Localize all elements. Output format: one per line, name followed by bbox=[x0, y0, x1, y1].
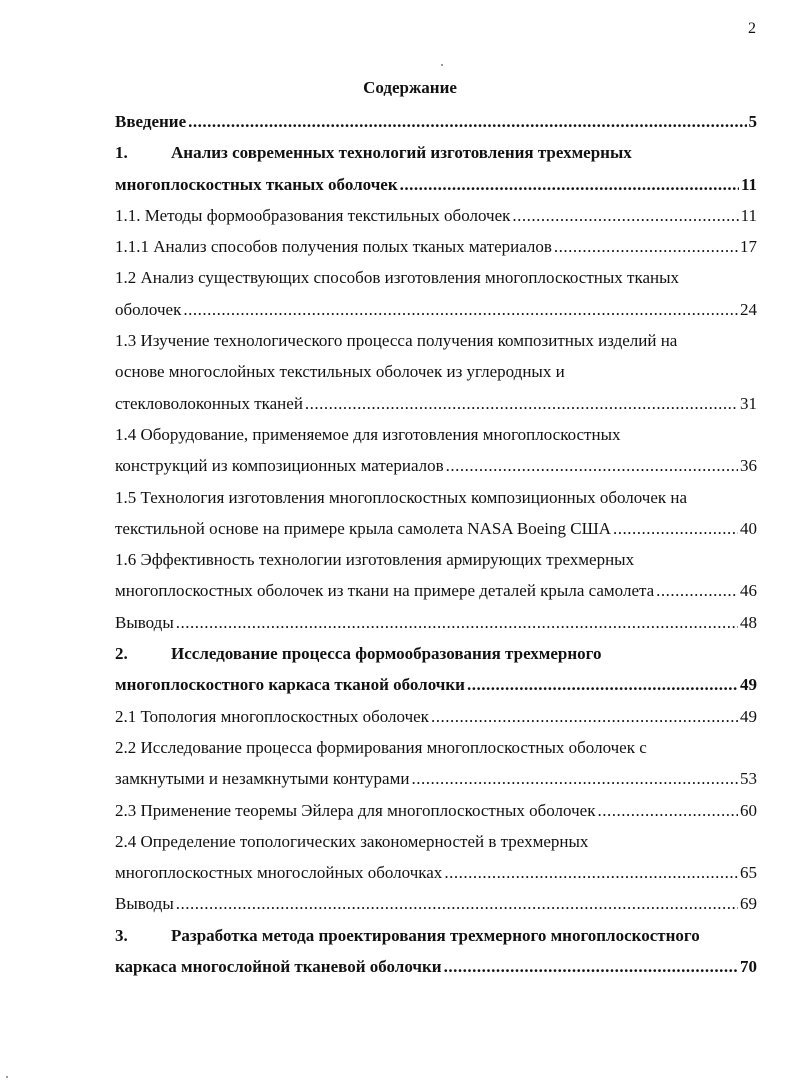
toc-entry-text: Анализ современных технологий изготовления трехмерных bbox=[171, 143, 632, 163]
toc-entry-conclusions-2 bbox=[115, 888, 757, 919]
toc-entry-1-4 bbox=[115, 419, 757, 450]
toc-entry-1-2 bbox=[115, 262, 757, 293]
dot-leader bbox=[411, 763, 738, 794]
toc-entry-1-5-cont bbox=[115, 513, 757, 544]
toc-entry-page: 60 bbox=[740, 800, 757, 820]
toc-entry-text: замкнутыми и незамкнутыми контурами bbox=[115, 769, 410, 789]
toc-entry-text: Разработка метода проектирования трехмерного многоплоскостного bbox=[171, 925, 700, 945]
dot-leader bbox=[176, 888, 738, 919]
toc-entry-text: основе многослойных текстильных оболочек из углеродных и bbox=[115, 362, 565, 382]
toc-entry-1-5 bbox=[115, 482, 757, 513]
toc-entry-text: многоплоскостных тканых оболочек bbox=[115, 174, 398, 194]
toc-entry-page: 69 bbox=[740, 894, 757, 914]
toc-chapter-1-heading-cont bbox=[115, 169, 757, 200]
toc-entry-page: 70 bbox=[740, 957, 757, 977]
toc-entry-text: 2.3 Применение теоремы Эйлера для многоплоскостных оболочек bbox=[115, 800, 596, 820]
toc-entry-text: 2.1 Топология многоплоскостных оболочек bbox=[115, 706, 429, 726]
dot-leader bbox=[554, 231, 738, 262]
toc-entry-text: Исследование процесса формообразования трехмерного bbox=[171, 644, 602, 664]
toc-entry-page: 5 bbox=[748, 112, 757, 131]
toc-entry-page: 11 bbox=[740, 174, 757, 194]
toc-chapter-3-heading bbox=[115, 920, 757, 951]
chapter-number: 1. bbox=[115, 143, 128, 163]
dot-leader bbox=[183, 294, 738, 325]
page-number: 2 bbox=[748, 20, 756, 37]
dot-leader bbox=[444, 951, 738, 982]
toc-entry-text: 1.3 Изучение технологического процесса получения композитных изделий на bbox=[115, 331, 678, 351]
toc-entry-text: 2.4 Определение топологических закономерностей в трехмерных bbox=[115, 831, 589, 851]
toc-entry-page: 31 bbox=[740, 393, 757, 413]
toc-chapter-2-heading-cont bbox=[115, 669, 757, 700]
toc-title: Содержание bbox=[363, 78, 457, 97]
dot-leader bbox=[400, 169, 739, 200]
dot-leader bbox=[613, 513, 738, 544]
toc-entry-1-6-cont bbox=[115, 575, 757, 606]
toc-entry-page: 40 bbox=[740, 518, 757, 538]
toc-entry-1-1 bbox=[115, 200, 757, 231]
toc-entry-page: 48 bbox=[740, 612, 757, 632]
dot-leader bbox=[188, 106, 746, 137]
scan-speck bbox=[6, 1076, 8, 1078]
toc-entry-2-4-cont bbox=[115, 857, 757, 888]
toc-entry-page: 53 bbox=[740, 769, 757, 789]
table-of-contents bbox=[115, 106, 757, 982]
chapter-number: 3. bbox=[115, 925, 128, 945]
dot-leader bbox=[512, 200, 738, 231]
toc-entry-2-2 bbox=[115, 732, 757, 763]
toc-entry-text: многоплоскостного каркаса тканой оболочки bbox=[115, 675, 465, 695]
toc-entry-text: Выводы bbox=[115, 894, 174, 914]
toc-entry-1-3-cont bbox=[115, 356, 757, 387]
toc-entry-2-2-cont bbox=[115, 763, 757, 794]
toc-chapter-2-heading bbox=[115, 638, 757, 669]
toc-entry-1-3-cont2 bbox=[115, 388, 757, 419]
dot-leader bbox=[656, 575, 738, 606]
toc-entry-page: 17 bbox=[740, 237, 757, 257]
dot-leader bbox=[467, 669, 738, 700]
toc-entry-page: 65 bbox=[740, 863, 757, 883]
toc-entry-introduction bbox=[115, 106, 757, 137]
toc-entry-2-4 bbox=[115, 826, 757, 857]
dot-leader bbox=[446, 450, 738, 481]
toc-entry-text: 1.1. Методы формообразования текстильных оболочек bbox=[115, 205, 511, 225]
toc-entry-page: 11 bbox=[740, 205, 757, 225]
scan-speck bbox=[441, 64, 443, 66]
toc-entry-text: Введение bbox=[115, 112, 187, 131]
toc-chapter-3-heading-cont bbox=[115, 951, 757, 982]
toc-entry-2-1 bbox=[115, 701, 757, 732]
toc-entry-text: 2.2 Исследование процесса формирования многоплоскостных оболочек с bbox=[115, 737, 647, 757]
chapter-number: 2. bbox=[115, 644, 128, 664]
toc-entry-text: 1.5 Технология изготовления многоплоскостных композиционных оболочек на bbox=[115, 487, 688, 507]
toc-entry-text: 1.6 Эффективность технологии изготовления армирующих трехмерных bbox=[115, 550, 635, 570]
toc-entry-page: 36 bbox=[740, 456, 757, 476]
toc-entry-text: текстильной основе на примере крыла самолета NASA Boeing США bbox=[115, 518, 612, 538]
toc-entry-text: 1.2 Анализ существующих способов изготовления многоплоскостных тканых bbox=[115, 268, 680, 288]
toc-entry-text: многоплоскостных оболочек из ткани на примере деталей крыла самолета bbox=[115, 581, 655, 601]
dot-leader bbox=[431, 701, 738, 732]
dot-leader bbox=[176, 607, 738, 638]
toc-entry-text: многоплоскостных многослойных оболочках bbox=[115, 863, 443, 883]
toc-entry-1-4-cont bbox=[115, 450, 757, 481]
toc-entry-conclusions-1 bbox=[115, 607, 757, 638]
toc-entry-text: каркаса многослойной тканевой оболочки bbox=[115, 957, 442, 977]
toc-entry-text: оболочек bbox=[115, 299, 182, 319]
toc-entry-text: 1.1.1 Анализ способов получения полых тканых материалов bbox=[115, 237, 552, 257]
dot-leader bbox=[305, 388, 738, 419]
toc-entry-1-6 bbox=[115, 544, 757, 575]
dot-leader bbox=[444, 857, 738, 888]
dot-leader bbox=[597, 795, 738, 826]
toc-entry-page: 46 bbox=[740, 581, 757, 601]
toc-entry-page: 49 bbox=[740, 675, 757, 695]
toc-entry-text: 1.4 Оборудование, применяемое для изготовления многоплоскостных bbox=[115, 424, 621, 444]
toc-entry-text: конструкций из композиционных материалов bbox=[115, 456, 444, 476]
toc-entry-1-2-cont bbox=[115, 294, 757, 325]
toc-chapter-1-heading bbox=[115, 137, 757, 168]
toc-entry-text: стекловолоконных тканей bbox=[115, 393, 303, 413]
toc-entry-text: Выводы bbox=[115, 612, 174, 632]
toc-entry-page: 49 bbox=[740, 706, 757, 726]
toc-entry-page: 24 bbox=[740, 299, 757, 319]
toc-entry-2-3 bbox=[115, 795, 757, 826]
toc-entry-1-1-1 bbox=[115, 231, 757, 262]
toc-entry-1-3 bbox=[115, 325, 757, 356]
